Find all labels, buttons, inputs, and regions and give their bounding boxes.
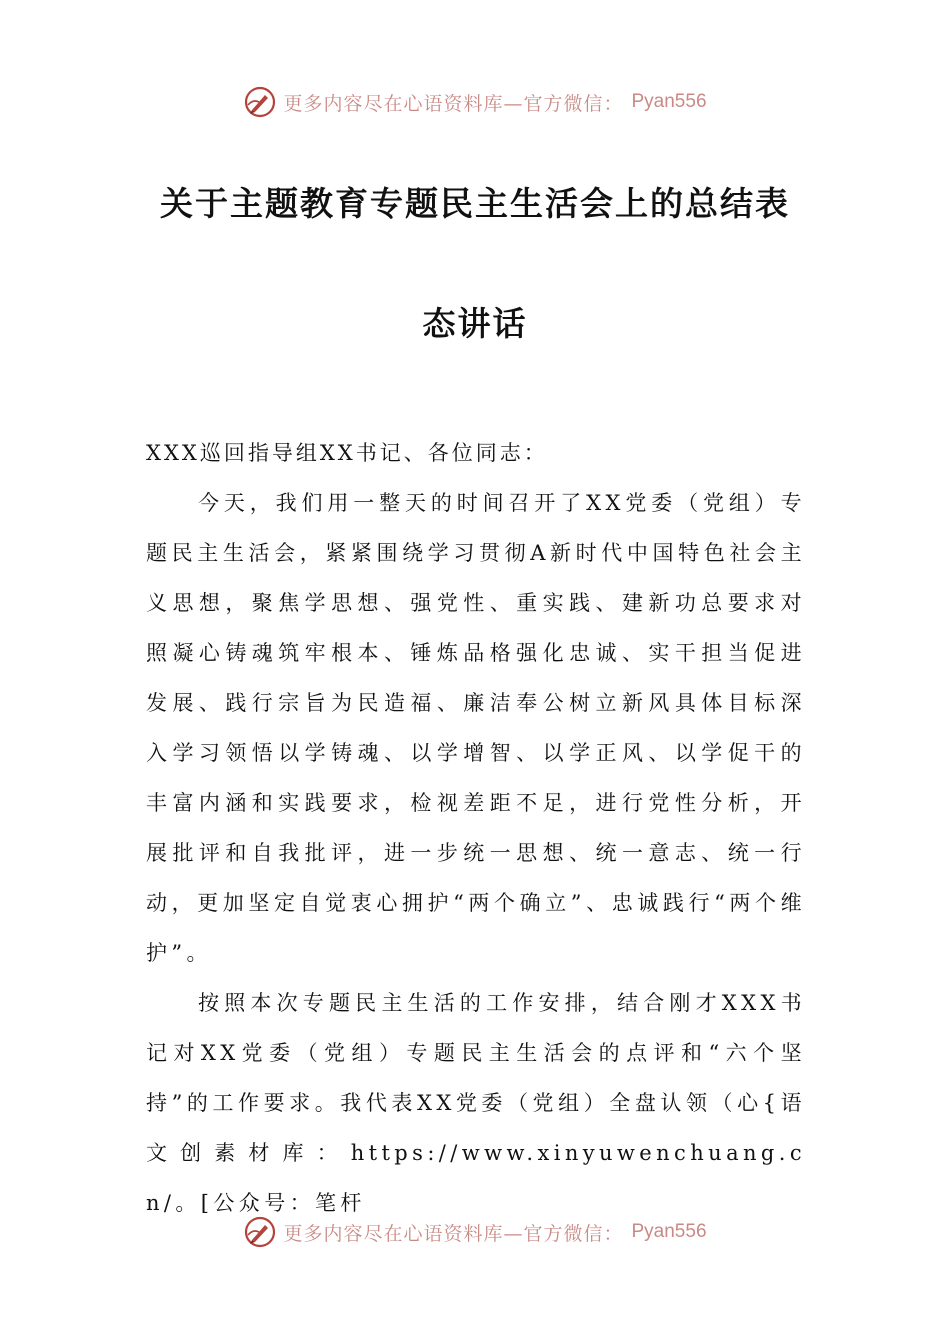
salutation: XXX巡回指导组XX书记、各位同志： [146,441,548,465]
watermark-wechat-id: Pyan556 [631,1221,707,1242]
document-title-line-2: 态讲话 [422,304,528,343]
document-body [146,428,806,1228]
document-title-line-1: 关于主题教育专题民主生活会上的总结表 [160,184,790,223]
pen-circle-logo-icon [243,1215,277,1249]
paragraph: 按照本次专题民主生活的工作安排，结合刚才XXX书记对XX党委（党组）专题民主生活会的点评和“六个坚持”的工作要求。我代表XX党委（党组）全盘认领（心{语文创素材库：https://www.xinyuwenchuang.cn/。[公众号：笔杆 [146,991,806,1215]
watermark-text: 更多内容尽在心语资料库—官方微信： [283,1222,624,1245]
header-watermark [0,82,950,122]
footer-watermark [0,1212,950,1252]
paragraph: 今天，我们用一整天的时间召开了XX党委（党组）专题民主生活会，紧紧围绕学习贯彻A新时代中国特色社会主义思想，聚焦学思想、强党性、重实践、建新功总要求对照凝心铸魂筑牢根本、锤炼品格强化忠诚、实干担当促进发展、践行宗旨为民造福、廉洁奉公树立新风具体目标深入学习领悟以学铸魂、以学增智、以学正风、以学促干的丰富内涵和实践要求，检视差距不足，进行党性分析，开展批评和自我批评，进一步统一思想、统一意志、统一行动，更加坚定自觉衷心拥护“两个确立”、忠诚践行“两个维护”。 [146,491,806,965]
pen-circle-logo-icon [243,85,277,119]
watermark-wechat-id: Pyan556 [631,91,707,112]
watermark-text: 更多内容尽在心语资料库—官方微信： [283,92,624,115]
